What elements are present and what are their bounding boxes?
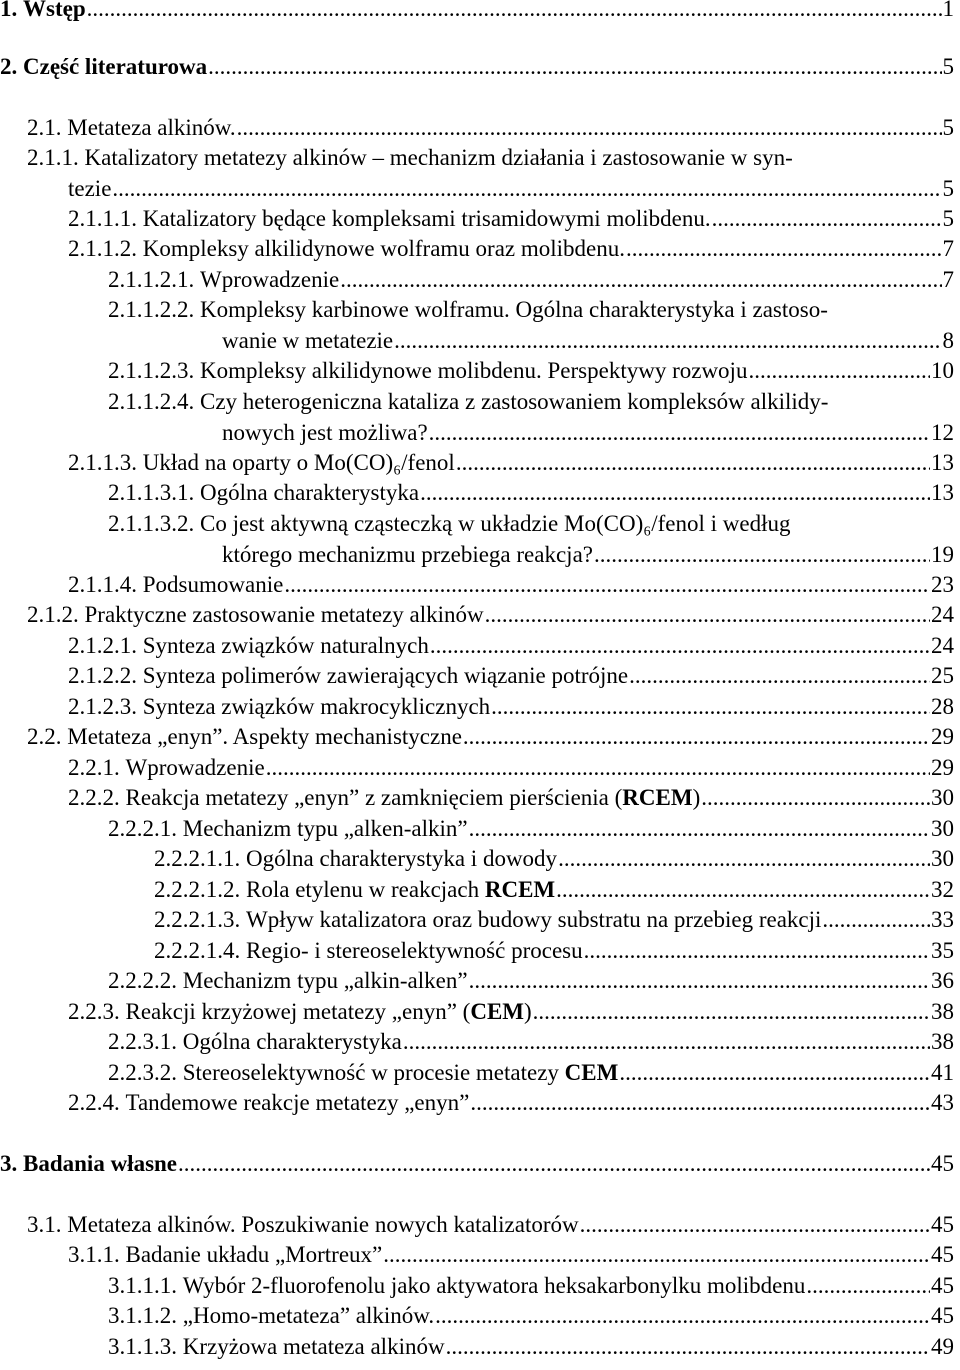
toc-entry-title: Układ na oparty o Mo(CO)₆/fenol — [142, 450, 455, 475]
toc-leader-dots — [626, 234, 941, 265]
toc-entry[interactable] — [0, 387, 954, 448]
toc-entry-title: Synteza polimerów zawierających wiązanie potrójne — [142, 663, 629, 688]
toc-leader-dots — [463, 722, 930, 753]
toc-page-number: 23 — [931, 572, 954, 597]
toc-entry[interactable] — [0, 1027, 954, 1058]
toc-entry[interactable] — [0, 631, 954, 662]
toc-entry-number: 2.2.2. — [68, 785, 120, 810]
toc-page-number: 30 — [931, 816, 954, 841]
toc-entry[interactable] — [0, 1058, 954, 1089]
toc-page-number: 5 — [942, 206, 954, 231]
toc-entry-title: Część literaturowa — [23, 54, 208, 79]
toc-entry-number: 2.1.1.2.3. — [108, 358, 195, 383]
toc-entry[interactable] — [0, 234, 954, 265]
toc-entry[interactable] — [0, 844, 954, 875]
toc-leader-dots — [383, 1240, 930, 1271]
toc-entry[interactable] — [0, 143, 954, 204]
toc-entry[interactable] — [0, 1271, 954, 1302]
toc-page-number: 49 — [931, 1334, 954, 1359]
toc-entry-title: Mechanizm typu „alkin-alken” — [182, 968, 468, 993]
toc-entry-number: 2.2.4. — [68, 1090, 120, 1115]
toc-entry-title: Badanie układu „Mortreux” — [125, 1242, 383, 1267]
toc-leader-dots — [584, 936, 930, 967]
toc-entry-number: 2.1.1.1. — [68, 206, 137, 231]
toc-page-number: 1 — [942, 0, 954, 21]
toc-entry-title: Podsumowanie — [142, 572, 284, 597]
toc-page-number: 5 — [942, 175, 954, 201]
toc-entry-first-line — [108, 509, 954, 540]
toc-leader-dots — [456, 448, 930, 479]
toc-entry[interactable] — [0, 875, 954, 906]
toc-leader-dots — [429, 418, 930, 449]
toc-entry-number: 2.1.1.2. — [68, 236, 137, 261]
toc-entry-title: Wpływ katalizatora oraz budowy substratu na przebieg reakcji — [246, 907, 822, 932]
toc-page-number: 30 — [931, 785, 954, 810]
toc-entry-title: Metateza alkinów. — [67, 115, 236, 140]
toc-entry[interactable] — [0, 722, 954, 753]
toc-page-number: 25 — [931, 663, 954, 688]
toc-entry-title: Ogólna charakterystyka — [200, 480, 420, 505]
toc-leader-dots — [594, 540, 930, 571]
toc-page-number: 7 — [942, 236, 954, 261]
toc-leader-dots — [394, 326, 941, 357]
toc-entry[interactable] — [0, 1332, 954, 1363]
toc-entry-title: Wprowadzenie — [125, 755, 265, 780]
toc-entry-title: Reakcji krzyżowej metatezy „enyn” (CEM) — [125, 999, 532, 1024]
toc-entry-title-first: Kompleksy karbinowe wolframu. Ogólna charakterystyka i zastoso- — [200, 297, 828, 322]
toc-entry[interactable] — [0, 204, 954, 235]
toc-entry-number: 2.1.1.3. — [68, 450, 137, 475]
toc-leader-dots — [580, 1210, 930, 1241]
toc-entry-title: Kompleksy alkilidynowe molibdenu. Perspektywy rozwoju — [200, 358, 748, 383]
toc-entry[interactable] — [0, 265, 954, 296]
toc-entry-number: 2.1.1.3.2. — [108, 511, 200, 536]
toc-page-number: 29 — [931, 724, 954, 749]
toc-entry[interactable] — [0, 1301, 954, 1332]
toc-entry[interactable] — [0, 448, 954, 479]
toc-leader-dots — [558, 844, 930, 875]
toc-entry-number: 2.2.2.1.1. — [154, 846, 241, 871]
toc-leader-dots — [403, 1027, 930, 1058]
toc-entry-title: Metateza alkinów. Poszukiwanie nowych katalizatorów — [67, 1212, 579, 1237]
toc-entry-title: Wstęp — [23, 0, 86, 21]
toc-entry-number: 3.1.1.3. — [108, 1334, 177, 1359]
toc-leader-dots — [470, 1088, 930, 1119]
toc-entry[interactable] — [0, 936, 954, 967]
toc-page-number: 24 — [931, 633, 954, 658]
toc-entry-first-line — [108, 295, 954, 326]
toc-page-number: 38 — [931, 999, 954, 1024]
toc-entry-number: 3.1.1.2. — [108, 1303, 177, 1328]
toc-entry-title-first: Czy heterogeniczna kataliza z zastosowaniem kompleksów alkilidy- — [200, 389, 829, 414]
toc-entry[interactable] — [0, 295, 954, 356]
toc-entry-number: 2.2.2.1. — [108, 816, 177, 841]
toc-page-number: 45 — [931, 1242, 954, 1267]
toc-leader-dots — [556, 875, 930, 906]
toc-page-number: 45 — [931, 1151, 954, 1176]
toc-entry-title: Tandemowe reakcje metatezy „enyn” — [125, 1090, 470, 1115]
toc-leader-dots — [822, 905, 930, 936]
toc-entry-number: 3.1. — [27, 1212, 62, 1237]
toc-page-number: 13 — [931, 480, 954, 505]
toc-entry-number: 2.1.1.2.2. — [108, 297, 200, 322]
toc-page-number: 32 — [931, 877, 954, 902]
toc-page-number: 35 — [931, 938, 954, 963]
toc-entry-number: 2.2.3. — [68, 999, 120, 1024]
toc-entry-number: 2.2.2.1.4. — [154, 938, 241, 963]
toc-entry-number: 2.1.2.1. — [68, 633, 137, 658]
toc-entry[interactable] — [0, 1210, 954, 1241]
toc-entry-title: Synteza związków naturalnych — [142, 633, 429, 658]
toc-page-number: 38 — [931, 1029, 954, 1054]
toc-entry-number: 2.2.3.1. — [108, 1029, 177, 1054]
toc-entry-title: Kompleksy alkilidynowe wolframu oraz molibdenu. — [142, 236, 626, 261]
toc-entry-number: 2.2.2.1.2. — [154, 877, 241, 902]
toc-entry-number: 2.1.2.2. — [68, 663, 137, 688]
toc-entry-number: 2.1.1. — [27, 145, 85, 170]
toc-page-number: 30 — [931, 846, 954, 871]
toc-entry[interactable] — [0, 753, 954, 784]
toc-entry[interactable] — [0, 1088, 954, 1119]
toc-entry-number: 2.1.1.3.1. — [108, 480, 195, 505]
toc-leader-dots — [748, 356, 930, 387]
toc-entry-title: Ogólna charakterystyka i dowody — [246, 846, 558, 871]
toc-entry[interactable] — [0, 1149, 954, 1180]
toc-page-number: 5 — [942, 115, 954, 140]
toc-entry[interactable] — [0, 113, 954, 144]
toc-entry-number: 2. — [0, 54, 18, 79]
toc-entry[interactable] — [0, 1240, 954, 1271]
toc-leader-dots — [485, 600, 930, 631]
toc-leader-dots — [469, 814, 930, 845]
toc-entry-title-first: Co jest aktywną cząsteczką w układzie Mo(CO)₆/fenol i według — [200, 511, 791, 536]
toc-entry-title: Mechanizm typu „alken-alkin” — [182, 816, 468, 841]
toc-entry-title: Regio- i stereoselektywność procesu — [246, 938, 583, 963]
toc-leader-dots — [533, 997, 930, 1028]
toc-entry-title-acronym: CEM — [564, 1060, 619, 1085]
toc-entry-number: 1. — [0, 0, 18, 21]
toc-leader-dots — [491, 692, 930, 723]
toc-entry[interactable] — [0, 570, 954, 601]
toc-page-number: 19 — [931, 541, 954, 567]
toc-entry[interactable] — [0, 997, 954, 1028]
toc-page-number: 10 — [931, 358, 954, 383]
toc-entry-title-acronym: RCEM — [622, 785, 693, 810]
toc-leader-dots — [430, 631, 930, 662]
toc-leader-dots — [266, 753, 930, 784]
toc-leader-dots — [237, 113, 942, 144]
toc-entry-number: 3.1.1.1. — [108, 1273, 177, 1298]
toc-entry-number: 2.2. — [27, 724, 62, 749]
toc-leader-dots — [806, 1271, 930, 1302]
toc-leader-dots — [469, 966, 930, 997]
toc-entry[interactable] — [0, 966, 954, 997]
toc-entry-title: Metateza „enyn”. Aspekty mechanistyczne — [67, 724, 462, 749]
toc-entry-title: Wprowadzenie — [200, 267, 340, 292]
toc-leader-dots — [112, 174, 941, 205]
toc-entry[interactable] — [0, 356, 954, 387]
toc-page-number: 5 — [942, 54, 954, 79]
toc-entry-title: Krzyżowa metateza alkinów — [182, 1334, 445, 1359]
toc-leader-dots — [701, 783, 930, 814]
toc-entry-first-line — [27, 143, 954, 174]
toc-entry-title: Rola etylenu w reakcjach RCEM — [246, 877, 556, 902]
toc-page-number: 45 — [931, 1303, 954, 1328]
toc-entry-number: 3.1.1. — [68, 1242, 120, 1267]
toc-leader-dots — [208, 52, 941, 83]
toc-entry[interactable] — [0, 661, 954, 692]
toc-entry-title: Katalizatory będące kompleksami trisamidowymi molibdenu. — [142, 206, 711, 231]
toc-page-number: 28 — [931, 694, 954, 719]
toc-entry-title: Ogólna charakterystyka — [182, 1029, 402, 1054]
toc-entry-title: wanie w metatezie — [222, 327, 394, 353]
toc-page-number: 41 — [931, 1060, 954, 1085]
toc-page-number: 36 — [931, 968, 954, 993]
toc-entry[interactable] — [0, 905, 954, 936]
toc-entry-number: 2.2.3.2. — [108, 1060, 177, 1085]
toc-leader-dots — [284, 570, 930, 601]
toc-entry-number: 2.1.1.2.1. — [108, 267, 195, 292]
toc-leader-dots — [435, 1301, 930, 1332]
toc-entry-number: 2.1.2.3. — [68, 694, 137, 719]
toc-page-number: 24 — [931, 602, 954, 627]
toc-entry-title-first: Katalizatory metatezy alkinów – mechanizm działania i zastosowanie w syn- — [84, 145, 793, 170]
toc-entry-title: Synteza związków makrocyklicznych — [142, 694, 491, 719]
toc-leader-dots — [629, 661, 930, 692]
toc-entry-title: Wybór 2-fluorofenolu jako aktywatora heksakarbonylku molibdenu — [182, 1273, 806, 1298]
toc-page-number: 43 — [931, 1090, 954, 1115]
toc-entry[interactable] — [0, 814, 954, 845]
toc-entry-number: 2.2.2.2. — [108, 968, 177, 993]
toc-entry[interactable] — [0, 478, 954, 509]
toc-entry-title: Reakcja metatezy „enyn” z zamknięciem pierścienia (RCEM) — [125, 785, 701, 810]
toc-entry-number: 2.1. — [27, 115, 62, 140]
toc-page-number: 29 — [931, 755, 954, 780]
toc-entry-number: 2.2.1. — [68, 755, 120, 780]
toc-leader-dots — [619, 1058, 930, 1089]
toc-page-number: 8 — [942, 327, 954, 353]
toc-page-number: 45 — [931, 1212, 954, 1237]
toc-entry-title-acronym: RCEM — [484, 877, 556, 902]
toc-entry-title: Stereoselektywność w procesie metatezy CEM — [182, 1060, 619, 1085]
toc-page-number: 7 — [942, 267, 954, 292]
toc-entry[interactable] — [0, 52, 954, 83]
toc-page-number: 45 — [931, 1273, 954, 1298]
toc-leader-dots — [87, 0, 942, 25]
toc-entry[interactable] — [0, 0, 954, 25]
toc-leader-dots — [420, 478, 930, 509]
toc-leader-dots — [446, 1332, 930, 1363]
toc-entry-title: nowych jest możliwa? — [222, 419, 428, 445]
toc-leader-dots — [340, 265, 941, 296]
toc-entry-title: „Homo-metateza” alkinów. — [182, 1303, 435, 1328]
toc-entry-number: 2.2.2.1.3. — [154, 907, 241, 932]
toc-entry-title: którego mechanizmu przebiega reakcja? — [222, 541, 593, 567]
toc-leader-dots — [712, 204, 942, 235]
toc-entry-number: 2.1.1.2.4. — [108, 389, 200, 414]
toc-entry-number: 2.1.2. — [27, 602, 79, 627]
toc-entry-title-acronym: CEM — [470, 999, 524, 1024]
toc-entry-number: 2.1.1.4. — [68, 572, 137, 597]
toc-page-number: 33 — [931, 907, 954, 932]
toc-entry-title: tezie — [68, 175, 112, 201]
toc-leader-dots — [178, 1149, 930, 1180]
toc-entry-title: Badania własne — [23, 1151, 178, 1176]
toc-entry[interactable] — [0, 783, 954, 814]
toc-page-number: 13 — [931, 450, 954, 475]
toc-entry[interactable] — [0, 600, 954, 631]
toc-entry[interactable] — [0, 509, 954, 570]
toc-entry-title: Praktyczne zastosowanie metatezy alkinów — [84, 602, 484, 627]
toc-entry-number: 3. — [0, 1151, 18, 1176]
toc-page-number: 12 — [931, 419, 954, 445]
toc-entry-first-line — [108, 387, 954, 418]
toc-entry[interactable] — [0, 692, 954, 723]
